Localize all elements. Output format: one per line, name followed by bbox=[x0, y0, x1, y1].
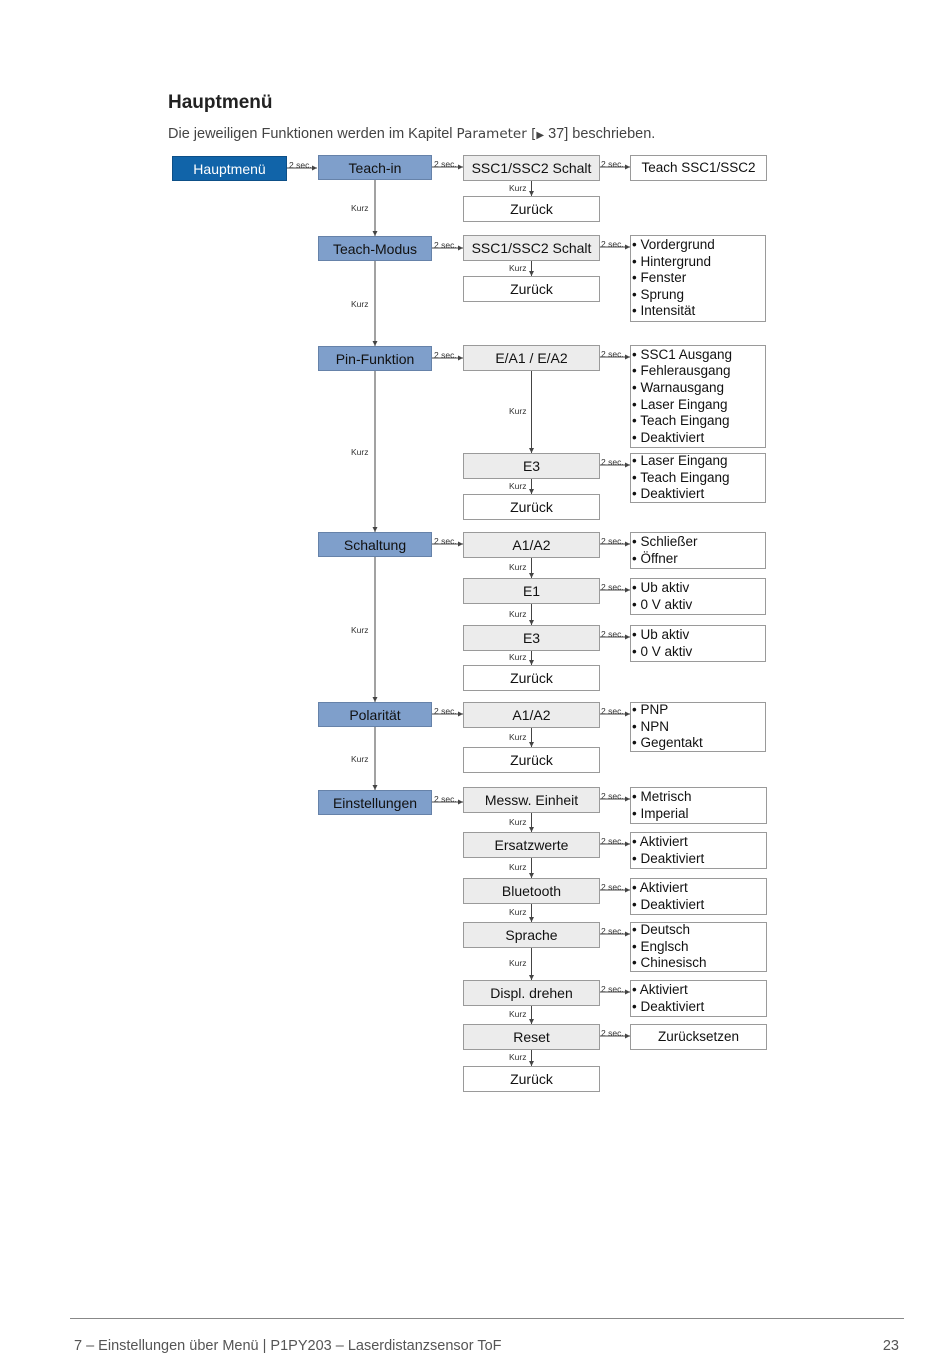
triangle-right-icon: ▶ bbox=[536, 130, 545, 141]
page-title: Hauptmenü bbox=[168, 92, 273, 113]
main-menu-5[interactable]: Polarität bbox=[318, 702, 432, 727]
long-press-label: 2 sec. bbox=[289, 160, 312, 170]
submenu-box[interactable]: SSC1/SSC2 Schalt bbox=[463, 235, 600, 261]
option-item[interactable]: • Aktiviert bbox=[632, 833, 688, 849]
back-box[interactable]: Zurück bbox=[463, 665, 600, 691]
short-press-label: Kurz bbox=[509, 652, 527, 662]
option-item[interactable]: • Intensität bbox=[632, 303, 696, 319]
short-press-label: Kurz bbox=[351, 624, 369, 635]
option-item[interactable]: • Fehlerausgang bbox=[632, 363, 731, 379]
long-press-label: 2 sec. bbox=[434, 159, 457, 169]
option-item[interactable]: • Warnausgang bbox=[632, 379, 725, 395]
long-press-label: 2 sec. bbox=[601, 457, 624, 467]
submenu-box[interactable]: E/A1 / E/A2 bbox=[463, 345, 600, 371]
main-menu-6[interactable]: Einstellungen bbox=[318, 790, 432, 815]
short-press-label: Kurz bbox=[509, 1009, 527, 1019]
short-press-label: Kurz bbox=[509, 182, 527, 193]
short-press-label: Kurz bbox=[509, 262, 527, 273]
option-item[interactable]: • Deutsch bbox=[632, 922, 691, 938]
option-item[interactable]: Zurücksetzen bbox=[657, 1028, 740, 1044]
options-box bbox=[630, 235, 766, 322]
option-item[interactable]: • SSC1 Ausgang bbox=[632, 346, 733, 362]
root-menu-box[interactable]: Hauptmenü bbox=[172, 156, 287, 181]
option-item[interactable]: • 0 V aktiv bbox=[632, 643, 693, 659]
long-press-label: 2 sec. bbox=[601, 791, 624, 801]
options-box bbox=[630, 922, 767, 972]
submenu-box[interactable]: SSC1/SSC2 Schalt bbox=[463, 155, 600, 181]
option-item[interactable]: • Englsch bbox=[632, 938, 689, 954]
options-box bbox=[630, 878, 767, 915]
short-press-label: Kurz bbox=[509, 816, 527, 827]
option-item[interactable]: • Sprung bbox=[632, 286, 685, 302]
option-item[interactable]: • Deaktiviert bbox=[632, 850, 705, 866]
option-item[interactable]: • Imperial bbox=[632, 805, 689, 821]
options-box bbox=[630, 155, 767, 181]
long-press-label: 2 sec. bbox=[601, 582, 624, 592]
option-item[interactable]: • Teach Eingang bbox=[632, 413, 730, 429]
back-box[interactable]: Zurück bbox=[463, 494, 600, 520]
back-box[interactable]: Zurück bbox=[463, 276, 600, 302]
option-item[interactable]: • Laser Eingang bbox=[632, 453, 728, 469]
option-item[interactable]: • Deaktiviert bbox=[632, 998, 705, 1014]
short-press-label: Kurz bbox=[351, 446, 369, 457]
short-press-label: Kurz bbox=[509, 406, 527, 416]
submenu-box[interactable]: Bluetooth bbox=[463, 878, 600, 904]
long-press-label: 2 sec. bbox=[601, 836, 624, 846]
option-item[interactable]: • Ub aktiv bbox=[632, 579, 690, 595]
short-press-label: Kurz bbox=[509, 1052, 527, 1062]
short-press-label: Kurz bbox=[509, 608, 527, 619]
option-item[interactable]: • Deaktiviert bbox=[632, 429, 705, 445]
long-press-label: 2 sec. bbox=[434, 536, 457, 546]
submenu-box[interactable]: Ersatzwerte bbox=[463, 832, 600, 858]
option-item[interactable]: • Fenster bbox=[632, 270, 687, 286]
long-press-label: 2 sec. bbox=[434, 350, 457, 360]
back-box[interactable]: Zurück bbox=[463, 1066, 600, 1092]
short-press-label: Kurz bbox=[509, 907, 527, 917]
submenu-box[interactable]: Displ. drehen bbox=[463, 980, 600, 1006]
option-item[interactable]: • Deaktiviert bbox=[632, 896, 705, 912]
long-press-label: 2 sec. bbox=[601, 706, 624, 716]
options-box bbox=[630, 345, 766, 448]
long-press-label: 2 sec. bbox=[434, 706, 457, 716]
options-box bbox=[630, 980, 767, 1017]
back-box[interactable]: Zurück bbox=[463, 747, 600, 773]
options-box bbox=[630, 578, 766, 615]
short-press-label: Kurz bbox=[509, 731, 527, 742]
options-box bbox=[630, 453, 766, 503]
footer-divider bbox=[70, 1318, 904, 1319]
submenu-box[interactable]: Messw. Einheit bbox=[463, 787, 600, 813]
short-press-label: Kurz bbox=[509, 562, 527, 572]
submenu-box[interactable]: Reset bbox=[463, 1024, 600, 1050]
options-box bbox=[630, 1024, 767, 1050]
intro-after: 37] beschrieben. bbox=[544, 126, 656, 142]
option-item[interactable]: • Teach Eingang bbox=[632, 469, 730, 485]
main-menu-3[interactable]: Pin-Funktion bbox=[318, 346, 432, 371]
long-press-label: 2 sec. bbox=[601, 239, 624, 249]
short-press-label: Kurz bbox=[509, 862, 527, 872]
options-box bbox=[630, 787, 767, 824]
submenu-box[interactable]: E3 bbox=[463, 625, 600, 651]
options-box bbox=[630, 702, 766, 752]
short-press-label: Kurz bbox=[351, 298, 369, 309]
option-item[interactable]: • 0 V aktiv bbox=[632, 596, 693, 612]
main-menu-1[interactable]: Teach-in bbox=[318, 155, 432, 180]
long-press-label: 2 sec. bbox=[601, 1028, 624, 1038]
option-item[interactable]: • Gegentakt bbox=[632, 735, 703, 751]
option-item[interactable]: • Ub aktiv bbox=[632, 626, 690, 642]
submenu-box[interactable]: Sprache bbox=[463, 922, 600, 948]
short-press-label: Kurz bbox=[509, 480, 527, 491]
option-item[interactable]: • Schließer bbox=[632, 533, 698, 549]
option-item[interactable]: • Metrisch bbox=[632, 788, 692, 804]
main-menu-2[interactable]: Teach-Modus bbox=[318, 236, 432, 261]
option-item[interactable]: • Vordergrund bbox=[632, 237, 715, 253]
long-press-label: 2 sec. bbox=[434, 240, 457, 250]
option-item[interactable]: • Hintergrund bbox=[632, 253, 712, 269]
long-press-label: 2 sec. bbox=[601, 882, 624, 892]
submenu-box[interactable]: A1/A2 bbox=[463, 702, 600, 728]
submenu-box[interactable]: A1/A2 bbox=[463, 532, 600, 558]
option-item[interactable]: • Chinesisch bbox=[632, 955, 707, 971]
options-box bbox=[630, 532, 766, 569]
short-press-label: Kurz bbox=[351, 753, 369, 764]
option-item[interactable]: • Aktiviert bbox=[632, 879, 688, 895]
ref-label: Parameter [ bbox=[456, 126, 537, 142]
long-press-label: 2 sec. bbox=[601, 536, 624, 546]
short-press-label: Kurz bbox=[351, 203, 369, 213]
options-box bbox=[630, 832, 767, 869]
intro-before: Die jeweiligen Funktionen werden im Kapitel bbox=[168, 126, 457, 142]
long-press-label: 2 sec. bbox=[601, 926, 624, 936]
main-menu-4[interactable]: Schaltung bbox=[318, 532, 432, 557]
page-number: 23 bbox=[882, 1338, 899, 1354]
submenu-box[interactable]: E3 bbox=[463, 453, 600, 479]
long-press-label: 2 sec. bbox=[601, 984, 624, 994]
short-press-label: Kurz bbox=[509, 958, 527, 968]
long-press-label: 2 sec. bbox=[601, 629, 624, 639]
option-item[interactable]: • PNP bbox=[632, 702, 669, 718]
options-box bbox=[630, 625, 766, 662]
option-item[interactable]: • Öffner bbox=[632, 550, 678, 566]
option-item[interactable]: • Laser Eingang bbox=[632, 396, 728, 412]
submenu-box[interactable]: E1 bbox=[463, 578, 600, 604]
long-press-label: 2 sec. bbox=[601, 349, 624, 359]
long-press-label: 2 sec. bbox=[434, 794, 457, 804]
option-item[interactable]: • Deaktiviert bbox=[632, 486, 705, 502]
option-item[interactable]: • Aktiviert bbox=[632, 981, 688, 997]
footer-text: 7 – Einstellungen über Menü | P1PY203 – Laserdistanzsensor ToF bbox=[74, 1338, 502, 1354]
option-item[interactable]: Teach SSC1/SSC2 bbox=[641, 159, 756, 175]
long-press-label: 2 sec. bbox=[601, 159, 624, 169]
back-box[interactable]: Zurück bbox=[463, 196, 600, 222]
option-item[interactable]: • NPN bbox=[632, 718, 669, 734]
